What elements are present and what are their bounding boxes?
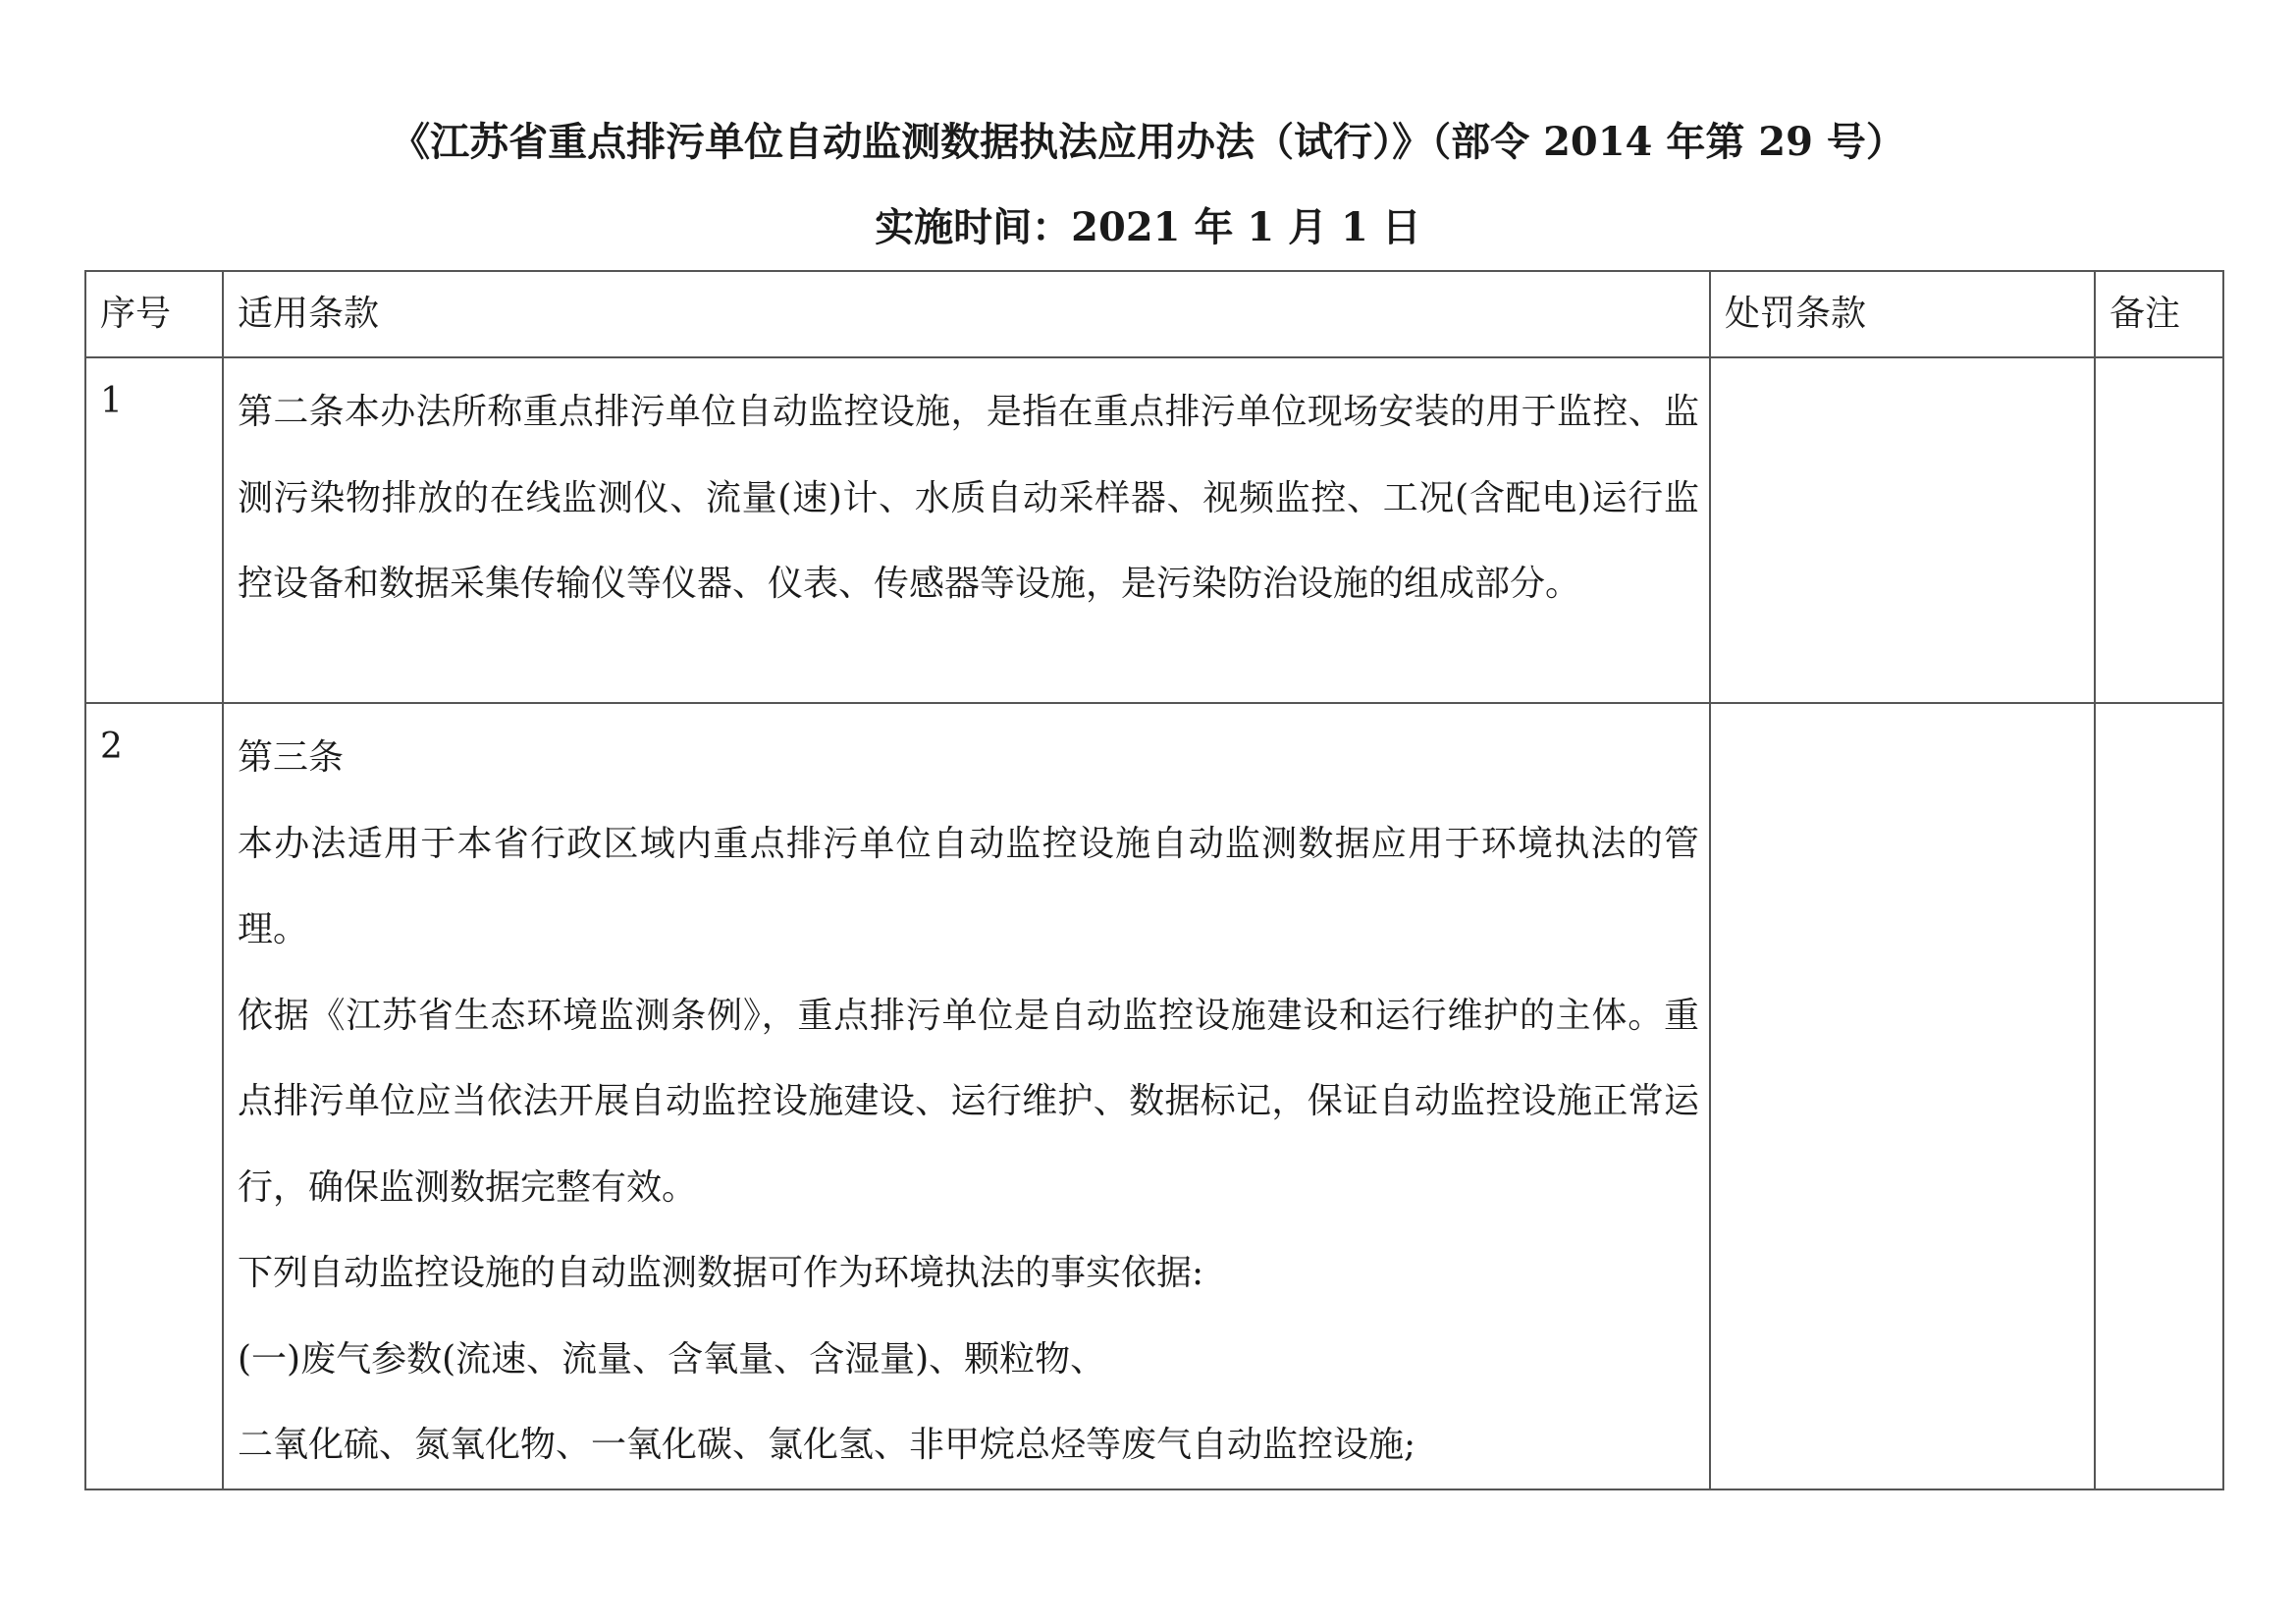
- clause-list-item: (一)废气参数(流速、流量、含氧量、含湿量)、颗粒物、: [238, 1338, 1106, 1380]
- penalty-cell: [1710, 703, 2095, 1489]
- clause-paragraph: 下列自动监控设施的自动监测数据可作为环境执法的事实依据:: [238, 1253, 1204, 1293]
- clause-paragraph: 本办法适用于本省行政区域内重点排污单位自动监控设施自动监测数据应用于环境执法的管理。: [238, 823, 1699, 949]
- row-no-cell: [85, 703, 223, 1489]
- clause-paragraph: 依据《江苏省生态环境监测条例》，重点排污单位是自动监控设施建设和运行维护的主体。重点排污单位应当依法开展自动监控设施建设、运行维护、数据标记，保证自动监控设施正常运行，确保监测数据完整有效。: [238, 995, 1699, 1208]
- clause-text: 第二条本办法所称重点排污单位自动监控设施，是指在重点排污单位现场安装的用于监控、监测污染物排放的在线监测仪、流量(速)计、水质自动采样器、视频监控、工况(含配电)运行监控设备和数据采集传输仪等仪器、仪表、传感器等设施，是污染防治设施的组成部分。: [238, 392, 1699, 604]
- table-header-row: [85, 271, 2223, 357]
- remark-cell: [2095, 703, 2223, 1489]
- clause-cell: [223, 357, 1710, 703]
- clause-cell: [223, 703, 1710, 1489]
- header-no: 序号: [85, 271, 223, 357]
- row-number: 2: [100, 727, 123, 767]
- header-clause: 适用条款: [223, 271, 1710, 357]
- table-row: [85, 357, 2223, 703]
- table-row: [85, 703, 2223, 1489]
- effective-date: 实施时间：2021 年 1 月 1 日: [875, 204, 1421, 250]
- row-no-cell: [85, 357, 223, 703]
- remark-cell: [2095, 357, 2223, 703]
- clause-list-item: 二氧化硫、氮氧化物、一氧化碳、氯化氢、非甲烷总烃等废气自动监控设施;: [238, 1425, 1416, 1465]
- header-remark: 备注: [2095, 271, 2223, 357]
- clause-text: [238, 704, 1709, 1489]
- header-penalty: 处罚条款: [1710, 271, 2095, 357]
- clause-table: [84, 270, 2224, 1490]
- penalty-cell: [1710, 357, 2095, 703]
- clause-heading: 第三条: [238, 737, 345, 778]
- document-title: 《江苏省重点排污单位自动监测数据执法应用办法（试行）》（部令 2014 年第 29 号）: [391, 119, 1905, 165]
- row-number: 1: [100, 381, 123, 421]
